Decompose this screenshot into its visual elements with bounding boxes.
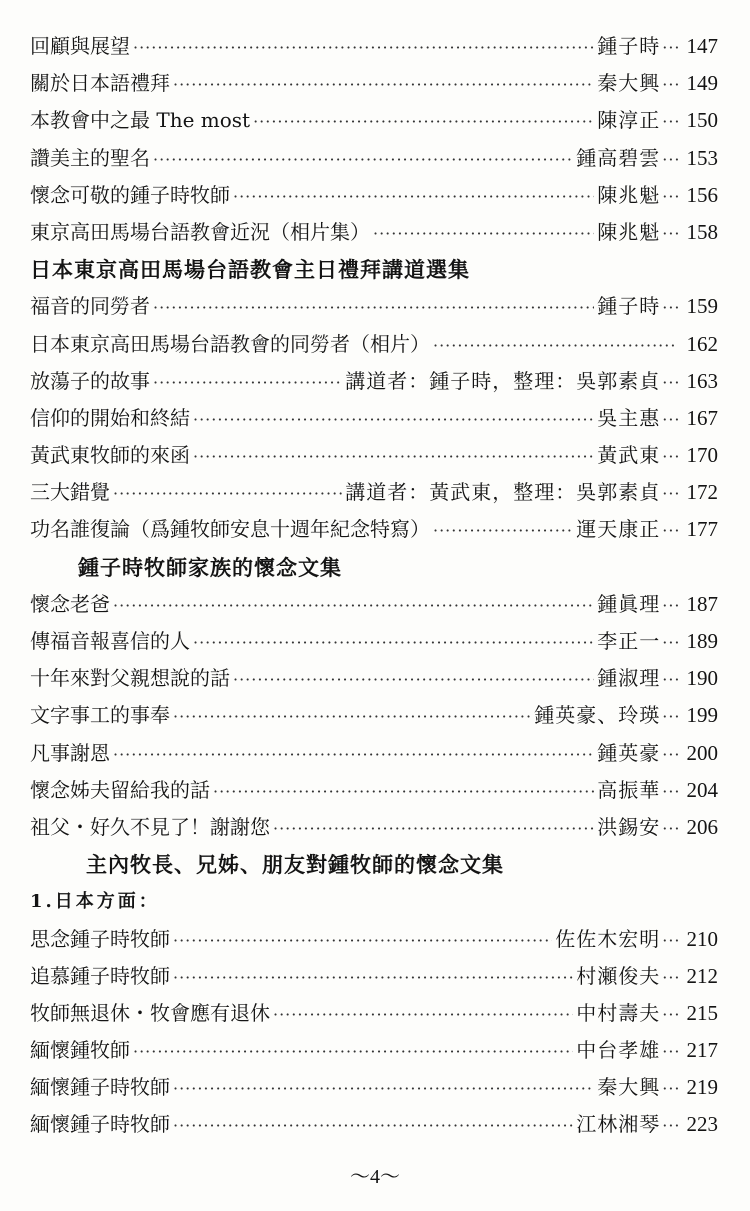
entry-author: 李正一	[597, 629, 661, 653]
toc-entry	[30, 28, 718, 65]
leader-tail: ···	[662, 1116, 681, 1136]
leader-dots	[173, 1107, 573, 1144]
toc-entry	[30, 474, 718, 511]
leader-dots	[233, 661, 594, 698]
entry-author: 鍾子時	[597, 34, 661, 58]
entry-page: 153	[686, 145, 718, 170]
leader-tail: ···	[662, 484, 681, 504]
leader-dots	[173, 922, 552, 959]
toc-entry	[30, 288, 718, 325]
leader-tail: ···	[662, 112, 681, 132]
entry-author: 吳主惠	[597, 405, 661, 430]
entry-author: 陳兆魁	[597, 182, 661, 207]
entry-title: 牧師無退休・牧會應有退休	[30, 1000, 270, 1025]
leader-dots	[193, 438, 594, 475]
entry-title: 回顧與展望	[30, 34, 130, 58]
leader-tail: ···	[662, 1004, 681, 1024]
entry-author: 洪錫安	[597, 814, 661, 839]
entry-page: 204	[686, 777, 718, 802]
toc-entry	[30, 697, 718, 734]
leader-tail: ···	[662, 521, 681, 541]
leader-dots	[173, 698, 531, 735]
leader-dots	[153, 289, 594, 326]
toc-entry	[30, 1069, 718, 1106]
entry-author: 鍾淑理	[597, 666, 661, 691]
entry-title: 追慕鍾子時牧師	[30, 963, 170, 988]
leader-dots	[373, 215, 594, 252]
entry-title: 東京高田馬場台語教會近況（相片集）	[30, 219, 370, 244]
entry-page: 163	[686, 368, 718, 393]
entry-author: 佐佐木宏明	[555, 926, 661, 951]
entry-title: 關於日本語禮拜	[30, 71, 170, 96]
leader-dots	[173, 66, 594, 103]
entry-page: 149	[686, 71, 718, 96]
leader-tail: ···	[662, 409, 681, 429]
entry-page: 190	[686, 666, 718, 691]
entry-title: 思念鍾子時牧師	[30, 926, 170, 951]
leader-tail: ···	[662, 298, 681, 318]
entry-title: 文字事工的事奉	[30, 703, 170, 728]
entry-author: 秦大興	[597, 71, 661, 96]
toc-page	[30, 28, 718, 1144]
leader-tail: ···	[662, 595, 681, 615]
entry-page: 206	[686, 814, 718, 839]
entry-page: 189	[686, 629, 718, 653]
toc-section-1	[30, 28, 718, 251]
leader-tail: ···	[662, 707, 681, 727]
entry-title: 十年來對父親想說的話	[30, 666, 230, 691]
toc-entry	[30, 921, 718, 958]
entry-title: 緬懷鍾子時牧師	[30, 1075, 170, 1100]
entry-title: 懷念可敬的鍾子時牧師	[30, 182, 230, 207]
section-heading: 日本東京高田馬場台語教會主日禮拜講道選集	[30, 257, 470, 283]
leader-tail: ···	[662, 38, 681, 57]
entry-page: 172	[686, 480, 718, 505]
entry-page: 212	[686, 963, 718, 988]
entry-author: 陳兆魁	[597, 219, 661, 244]
entry-title: 傳福音報喜信的人	[30, 629, 190, 653]
leader-dots	[133, 1033, 573, 1070]
section-heading: 主內牧長、兄姊、朋友對鍾牧師的懷念文集	[86, 852, 504, 878]
toc-entry	[30, 995, 718, 1032]
entry-author: 鍾英豪、玲瑛	[534, 703, 661, 728]
leader-dots	[233, 178, 594, 215]
entry-page: 200	[686, 740, 718, 765]
toc-entry	[30, 326, 718, 363]
entry-title: 放蕩子的故事	[30, 368, 150, 393]
entry-author: 村瀬俊夫	[576, 963, 661, 988]
entry-title: 本教會中之最 The most	[30, 108, 251, 133]
toc-entry	[30, 1032, 718, 1069]
entry-author: 鍾英豪	[597, 740, 661, 765]
entry-author: 陳淳正	[597, 108, 661, 133]
entry-page: 156	[686, 182, 718, 207]
toc-entry	[30, 65, 718, 102]
toc-entry	[30, 809, 718, 846]
toc-entry	[30, 586, 718, 623]
entry-author: 江林湘琴	[576, 1112, 661, 1137]
entry-title: 日本東京高田馬場台語教會的同勞者（相片）	[30, 331, 430, 356]
entry-author: 鍾子時	[597, 294, 661, 319]
entry-page: 162	[686, 331, 718, 356]
toc-entry	[30, 363, 718, 400]
entry-page: 159	[686, 294, 718, 319]
leader-tail: ···	[662, 818, 681, 838]
entry-author: 高振華	[597, 777, 661, 802]
leader-tail: ···	[662, 1042, 681, 1062]
leader-dots	[433, 327, 675, 364]
leader-dots	[113, 587, 594, 624]
entry-title: 緬懷鍾牧師	[30, 1038, 130, 1063]
entry-title: 讚美主的聖名	[30, 145, 150, 170]
entry-page: 210	[686, 926, 718, 951]
entry-title: 懷念老爸	[30, 591, 110, 616]
leader-tail: ···	[662, 186, 681, 206]
entry-page: 177	[686, 517, 718, 542]
entry-page: 158	[686, 219, 718, 244]
entry-title: 三大錯覺	[30, 480, 110, 505]
entry-author: 鍾高碧雲	[576, 145, 661, 170]
entry-page: 147	[686, 34, 718, 58]
entry-page: 217	[686, 1038, 718, 1063]
toc-entry	[30, 660, 718, 697]
entry-author: 中台孝雄	[576, 1038, 661, 1063]
leader-tail: ···	[662, 670, 681, 690]
leader-tail: ···	[662, 149, 681, 169]
toc-entry	[30, 958, 718, 995]
toc-entry	[30, 735, 718, 772]
entry-title: 緬懷鍾子時牧師	[30, 1112, 170, 1137]
leader-dots	[153, 364, 342, 401]
entry-title: 凡事謝恩	[30, 740, 110, 765]
entry-page: 170	[686, 443, 718, 468]
leader-dots	[193, 624, 594, 661]
leader-tail: ···	[662, 1079, 681, 1099]
toc-entry	[30, 177, 718, 214]
entry-page: 167	[686, 405, 718, 430]
entry-author: 黃武東	[597, 443, 661, 468]
leader-dots	[193, 401, 594, 438]
toc-entry	[30, 400, 718, 437]
entry-author: 秦大興	[597, 1075, 661, 1100]
leader-dots	[113, 736, 594, 773]
toc-entry	[30, 623, 718, 660]
toc-section-2	[30, 288, 718, 548]
leader-tail: ···	[662, 781, 681, 801]
leader-dots	[273, 810, 594, 847]
entry-title: 黃武東牧師的來函	[30, 443, 190, 468]
leader-dots	[153, 141, 573, 178]
leader-tail: ···	[662, 967, 681, 987]
entry-page: 215	[686, 1000, 718, 1025]
subsection-heading: 1.日本方面：	[30, 891, 160, 913]
leader-tail: ···	[662, 223, 681, 243]
leader-dots	[273, 996, 573, 1033]
toc-entry	[30, 437, 718, 474]
leader-tail: ···	[662, 930, 681, 950]
leader-dots	[113, 475, 342, 512]
leader-dots	[173, 959, 573, 996]
entry-page: 223	[686, 1112, 718, 1137]
toc-entry	[30, 511, 718, 548]
entry-author: 中村壽夫	[576, 1000, 661, 1025]
entry-author: 運天康正	[576, 517, 661, 542]
entry-title: 信仰的開始和終結	[30, 405, 190, 430]
entry-author: 講道者：黃武東，整理：吳郭素貞	[345, 480, 661, 505]
toc-section-3	[30, 586, 718, 846]
leader-dots	[433, 512, 573, 549]
leader-tail: ···	[662, 372, 681, 392]
entry-title: 祖父・好久不見了！謝謝您	[30, 814, 270, 839]
entry-page: 187	[686, 591, 718, 616]
entry-page: 150	[686, 108, 718, 133]
entry-title: 福音的同勞者	[30, 294, 150, 319]
entry-page: 199	[686, 703, 718, 728]
toc-entry	[30, 214, 718, 251]
page-number-footer: ～4～	[350, 1166, 400, 1188]
section-heading: 鍾子時牧師家族的懷念文集	[78, 554, 342, 580]
leader-dots	[213, 773, 594, 810]
toc-entry	[30, 772, 718, 809]
entry-title: 功名誰復論（爲鍾牧師安息十週年紀念特寫）	[30, 517, 430, 542]
leader-tail: ···	[662, 75, 681, 95]
leader-dots	[173, 1070, 594, 1107]
entry-page: 219	[686, 1075, 718, 1100]
entry-author: 講道者：鍾子時，整理：吳郭素貞	[345, 368, 661, 393]
toc-entry	[30, 102, 718, 139]
leader-tail: ···	[662, 633, 681, 652]
toc-entry	[30, 1106, 718, 1143]
leader-tail: ···	[662, 744, 681, 764]
entry-title: 懷念姊夫留給我的話	[30, 777, 210, 802]
toc-section-4	[30, 921, 718, 1144]
toc-entry	[30, 140, 718, 177]
leader-dots	[133, 29, 594, 66]
entry-author: 鍾眞理	[597, 591, 661, 616]
leader-tail: ···	[662, 447, 681, 467]
leader-dots	[253, 103, 594, 140]
